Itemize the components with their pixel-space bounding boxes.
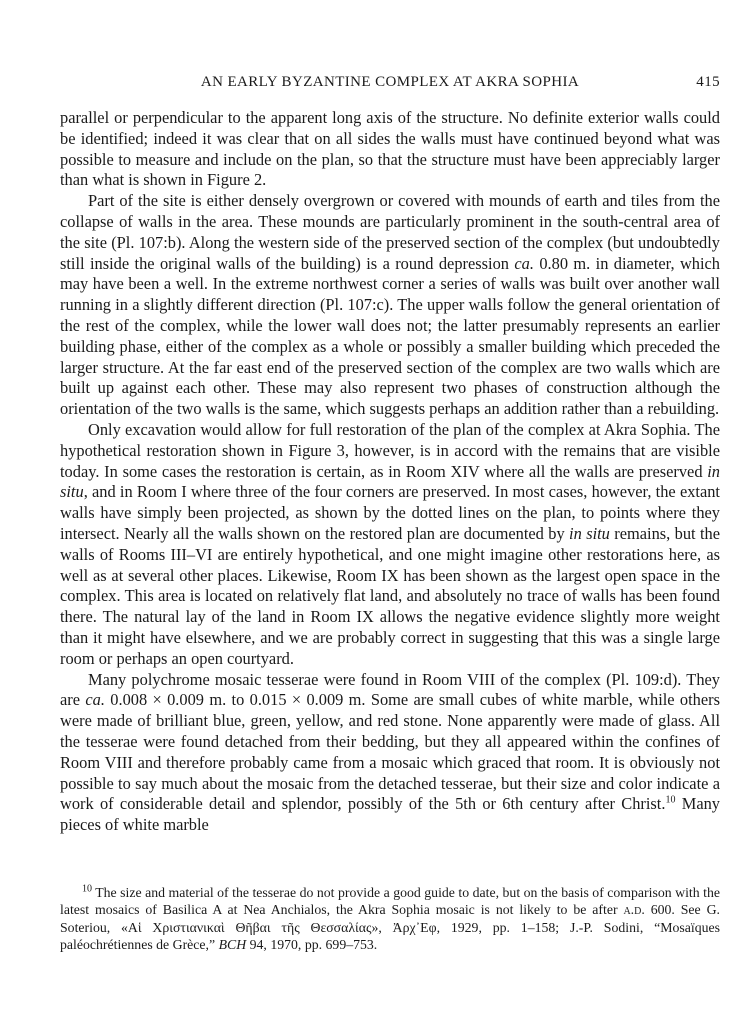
footnote-number: 10 bbox=[82, 883, 92, 895]
in-situ-italic: in situ bbox=[60, 461, 720, 502]
footnote-text-b: 600. See G. Soteriou, «Αἱ Χριστιανικαὶ Θῆβαι τῆς Θεσσαλίας», Ἀρχ᾽Εφ, 1929, pp. 1–158; J.-P. Sodini, “Mosaïques paléochrétiennes de Grèce,” bbox=[60, 902, 720, 952]
paragraph-4-text-a: Many polychrome mosaic tesserae were found in Room VIII of the complex (Pl. 109:d). They are bbox=[60, 669, 720, 710]
circa-abbrev: ca. bbox=[514, 253, 534, 273]
paragraph-3-text-a: Only excavation would allow for full restoration of the plan of the complex at Akra Sophia. The hypothetical restoration shown in Figure 3, however, is in accord with the remains that are visible today. In some cases the restoration is certain, as in Room XIV where all the walls are preserved bbox=[60, 419, 720, 481]
paragraph-4-text-b: 0.008 × 0.009 m. to 0.015 × 0.009 m. Some are small cubes of white marble, while others were made of brilliant blue, green, yellow, and red stone. None apparently were made of glass. All the tesserae were found detached from their bedding, but they all appeared within the confines of Room VIII and therefore probably came from a mosaic which graced that room. It is obviously not possible to say much about the mosaic from the detached tesserae, but their size and color indicate a work of considerable detail and splendor, possibly of the 5th or 6th century after Christ. bbox=[60, 690, 720, 814]
footnote-ad-smallcaps: a.d. bbox=[623, 902, 645, 918]
paragraph-2 bbox=[60, 191, 720, 420]
paragraph-2-text-a: Part of the site is either densely overgrown or covered with mounds of earth and tiles from the collapse of walls in the area. These mounds are particularly prominent in the south-central area of the site (Pl. 107:b). Along the western side of the preserved section of the complex (but undoubtedly still inside the original walls of the building) is a round depression bbox=[60, 191, 720, 273]
paragraph-3-text-b: , and in Room I where three of the four corners are preserved. In most cases, however, the extant walls have simply been projected, as shown by the dotted lines on the plan, to points where they intersect. Nearly all the walls shown on the restored plan are documented by bbox=[60, 482, 720, 543]
paragraph-2-text-b: 0.80 m. in diameter, which may have been a well. In the extreme northwest corner a series of walls was built over another wall running in a slightly different direction (Pl. 107:c). The upper walls follow the general orientation of the rest of the complex, while the lower wall does not; the latter presumably represents an earlier building phase, either of the complex as a whole or possibly a smaller building which preceded the larger structure. At the far east end of the preserved section of the complex are two walls which are built up against each other. These may also represent two phases of construction although the orientation of the two walls is the same, which suggests perhaps an addition rather than a rebuilding. bbox=[60, 253, 720, 419]
footnote-text-a: The size and material of the tesserae do not provide a good guide to date, but on the basis of comparison with the latest mosaics of Basilica A at Nea Anchialos, the Akra Sophia mosaic is not likely to be after bbox=[60, 885, 720, 918]
footnote-text-c: 94, 1970, pp. 699–753. bbox=[246, 936, 378, 952]
paragraph-4 bbox=[60, 670, 720, 836]
in-situ-italic: in situ bbox=[569, 523, 610, 543]
body-text bbox=[60, 108, 720, 836]
footnote-reference-10[interactable]: 10 bbox=[665, 794, 676, 806]
paragraph-4-text-c: Many pieces of white marble bbox=[60, 794, 720, 835]
running-title: AN EARLY BYZANTINE COMPLEX AT AKRA SOPHIA bbox=[200, 74, 580, 90]
circa-abbrev: ca. bbox=[85, 690, 105, 710]
document-page bbox=[60, 0, 720, 1024]
paragraph-1-text: parallel or perpendicular to the apparent long axis of the structure. No definite exterior walls could be identified; indeed it was clear that on all sides the walls must have continued beyond what was possible to measure and include on the plan, so that the structure must have been appreciably larger than what is shown in Figure 2. bbox=[60, 108, 720, 190]
running-header bbox=[60, 74, 720, 94]
paragraph-3-text-c: remains, but the walls of Rooms III–VI are entirely hypothetical, and one might imagine other restorations here, as well as at several other places. Likewise, Room IX has been shown as the largest open space in the complex. This area is located on relatively flat land, and absolutely no trace of walls has been found there. The natural lay of the land in Room IX allows the negative evidence slightly more weight than it might have elsewhere, and we are probably correct in suggesting that this was a single large room or perhaps an open courtyard. bbox=[60, 523, 721, 668]
paragraph-3 bbox=[60, 420, 720, 670]
page-number: 415 bbox=[696, 74, 720, 90]
footnote-10 bbox=[60, 884, 720, 953]
journal-abbrev-bch: BCH bbox=[218, 936, 247, 952]
paragraph-1 bbox=[60, 108, 720, 191]
